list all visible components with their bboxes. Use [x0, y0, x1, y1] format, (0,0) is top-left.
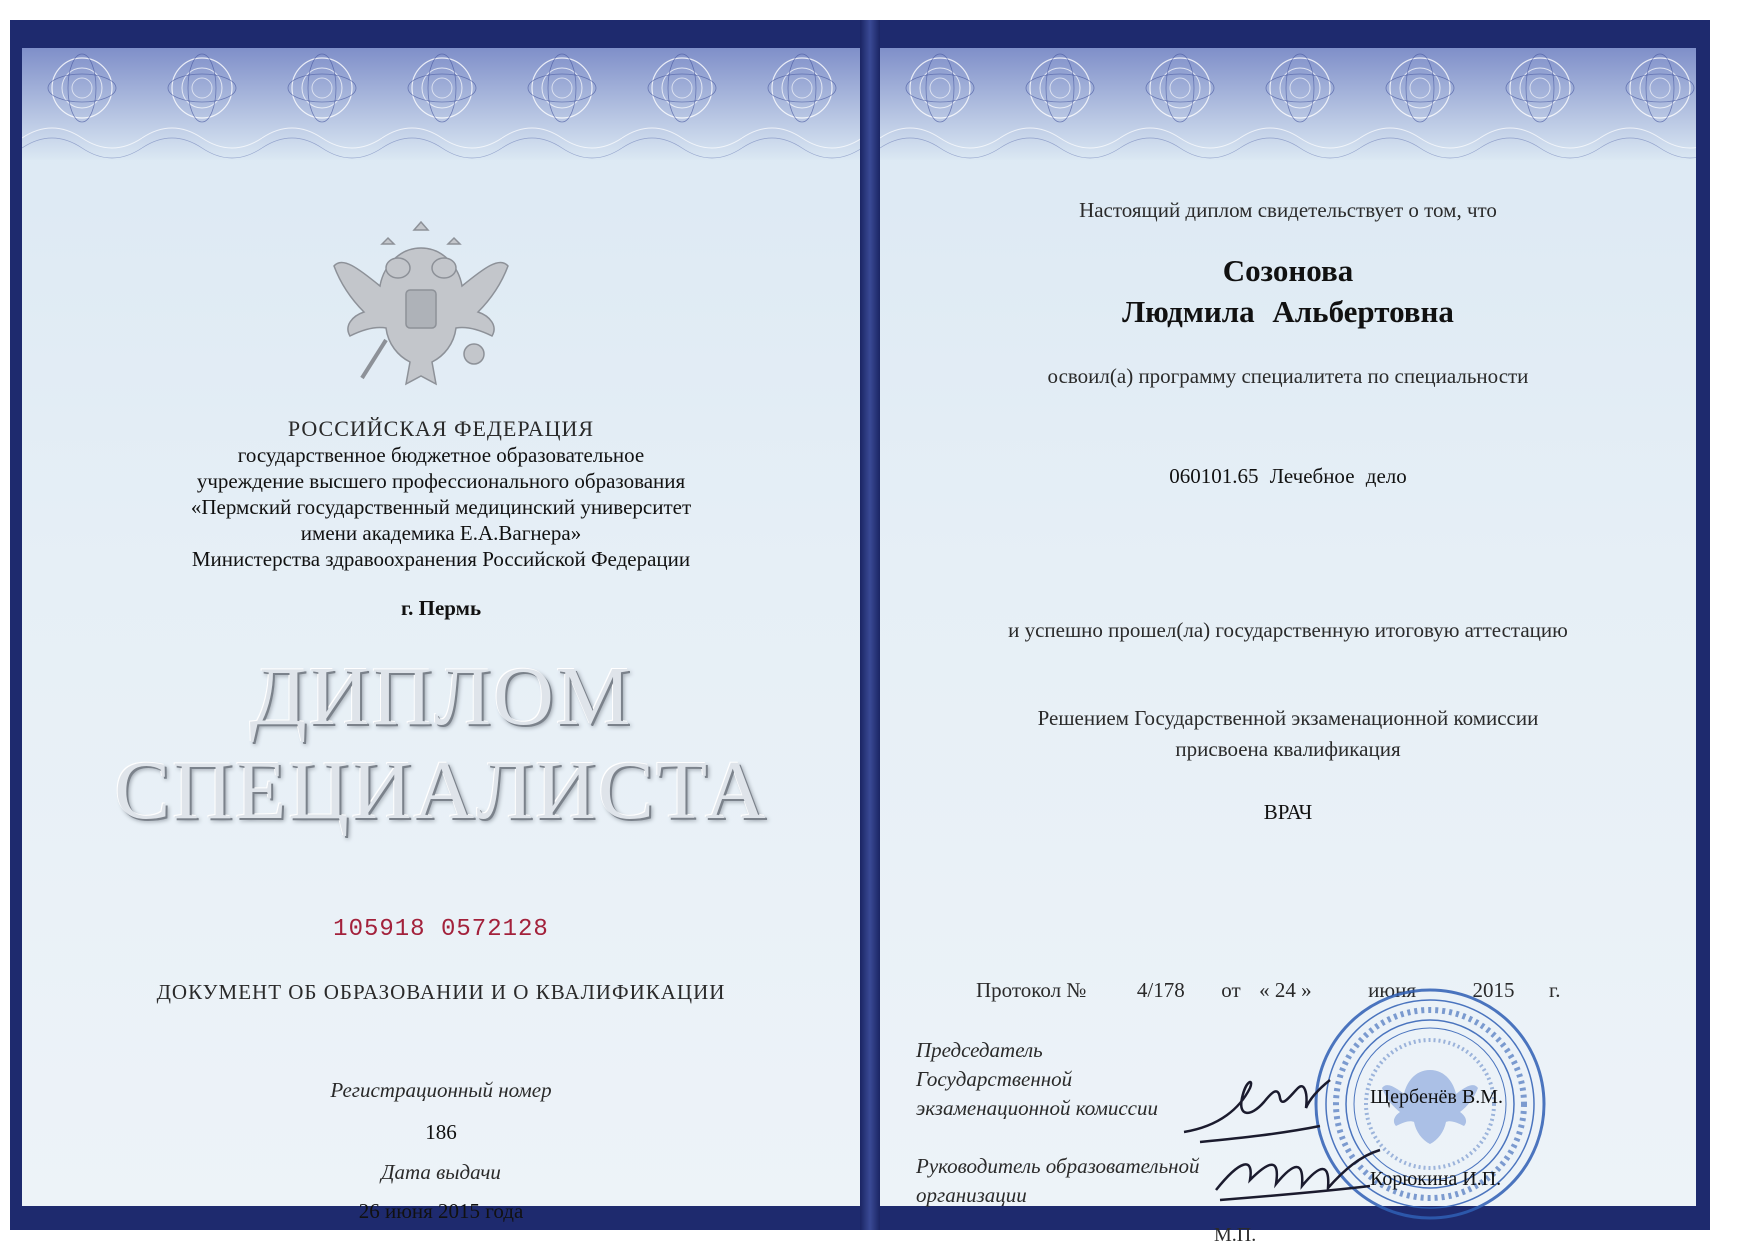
diploma-spine	[860, 20, 880, 1230]
graduate-given-names: Людмила Альбертовна	[1122, 294, 1454, 329]
institution-line: имени академика Е.А.Вагнера»	[300, 521, 582, 545]
protocol-month: июня	[1368, 978, 1416, 1002]
commission-decision	[880, 703, 1696, 765]
protocol-label: Протокол №	[976, 978, 1087, 1002]
institution-name	[22, 442, 860, 572]
guilloche-band-left	[22, 48, 860, 160]
diploma-cover	[10, 20, 1710, 1246]
certification-intro: Настоящий диплом свидетельствует о том, что	[1079, 198, 1497, 222]
institution-line: «Пермский государственный медицинский университет	[190, 495, 692, 519]
protocol-year-suffix: г.	[1549, 978, 1561, 1002]
protocol-number: 4/178	[1136, 978, 1185, 1002]
issue-date: 26 июня 2015 года	[358, 1199, 524, 1223]
protocol-year: 2015	[1472, 978, 1515, 1002]
protocol-from: от	[1221, 978, 1241, 1002]
decision-line: Решением Государственной экзаменационной комиссии	[1037, 706, 1539, 730]
chair-name: Щербенёв В.М.	[1370, 1086, 1503, 1108]
chair-signature	[1180, 1068, 1350, 1148]
seal-mark-label: М.П.	[1214, 1224, 1257, 1246]
decision-line: присвоена квалификация	[1175, 737, 1401, 761]
program-statement: освоил(а) программу специалитета по специальности	[1047, 364, 1529, 388]
institution-line: учреждение высшего профессионального образования	[196, 469, 686, 493]
head-name: Корюкина И.П.	[1370, 1168, 1502, 1190]
chair-title-line: Председатель	[916, 1038, 1043, 1062]
protocol-day: « 24 »	[1259, 978, 1312, 1002]
head-title	[916, 1152, 1200, 1210]
double-headed-eagle-icon	[328, 208, 514, 398]
registration-label: Регистрационный номер	[330, 1078, 552, 1102]
document-type: ДОКУМЕНТ ОБ ОБРАЗОВАНИИ И О КВАЛИФИКАЦИИ	[156, 980, 726, 1004]
head-title-line: Руководитель образовательной	[916, 1154, 1200, 1178]
specialty: 060101.65 Лечебное дело	[1169, 464, 1407, 488]
diploma-title-line2: СПЕЦИАЛИСТА	[114, 744, 768, 837]
institution-line: государственное бюджетное образовательное	[237, 443, 645, 467]
chair-title-line: экзаменационной комиссии	[916, 1096, 1158, 1120]
institution-line: Министерства здравоохранения Российской Федерации	[191, 547, 691, 571]
city: г. Пермь	[400, 596, 482, 620]
head-title-line: организации	[916, 1183, 1027, 1207]
graduate-surname: Созонова	[1222, 253, 1354, 288]
issue-date-label: Дата выдачи	[381, 1160, 501, 1184]
registration-number: 186	[425, 1120, 457, 1144]
attestation-statement: и успешно прошел(ла) государственную итоговую аттестацию	[1008, 618, 1568, 642]
diploma-title-line1: ДИПЛОМ	[249, 650, 633, 743]
qualification: ВРАЧ	[1263, 800, 1313, 824]
chair-title	[916, 1036, 1158, 1123]
right-page	[880, 48, 1696, 1246]
head-signature	[1210, 1140, 1390, 1210]
serial-number: 105918 0572128	[333, 916, 549, 943]
guilloche-band-right	[880, 48, 1696, 160]
left-page	[22, 48, 860, 1223]
chair-title-line: Государственной	[916, 1067, 1073, 1091]
country-name: РОССИЙСКАЯ ФЕДЕРАЦИЯ	[287, 416, 595, 441]
